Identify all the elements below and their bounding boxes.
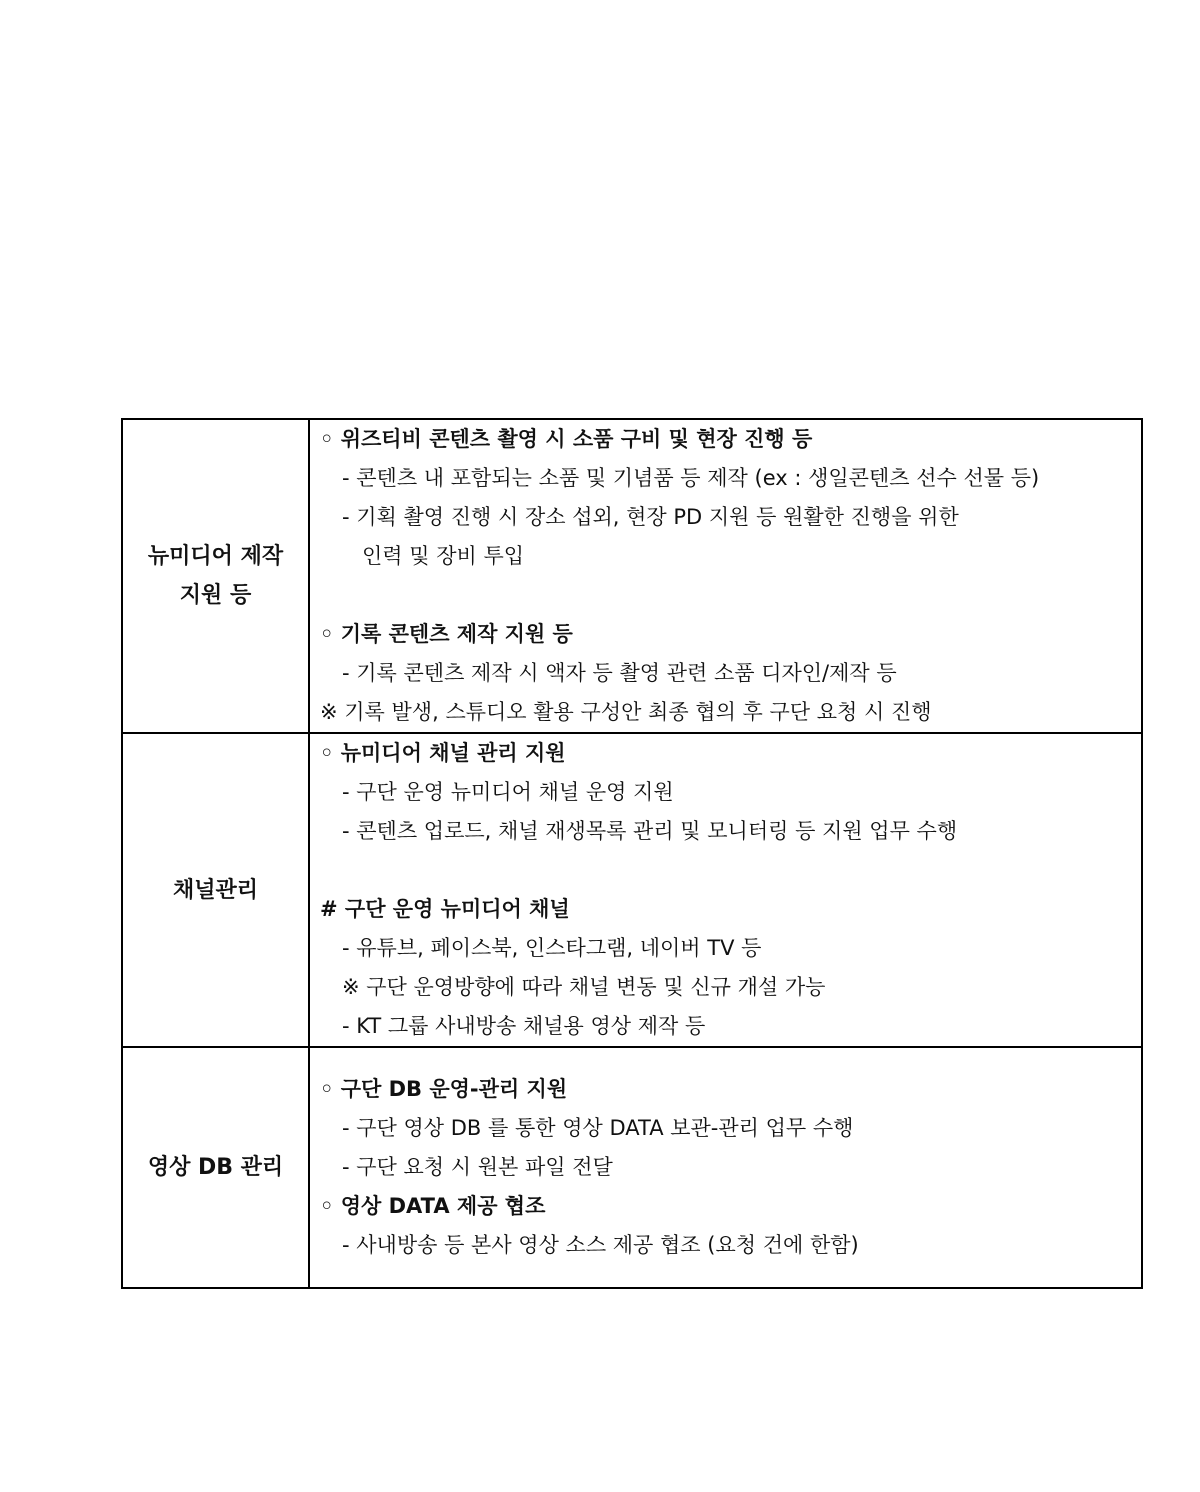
row-label: 영상 DB 관리 [147,1155,284,1180]
list-item: - 콘텐츠 내 포함되는 소품 및 기념품 등 제작 (ex : 생일콘텐츠 선수 선물 등) [342,466,1040,490]
spacer [310,576,1141,615]
row-label-cell [122,419,309,733]
spacer [310,851,1141,890]
table-row [122,733,1142,1047]
list-item: - 구단 요청 시 원본 파일 전달 [342,1155,613,1179]
list-item: - 구단 영상 DB 를 통한 영상 DATA 보관-관리 업무 수행 [342,1116,854,1140]
section-heading: ◦ 구단 DB 운영-관리 지원 [320,1077,568,1101]
table-row [122,419,1142,733]
row-label: 지원 등 [179,583,252,608]
row-label-cell [122,733,309,1047]
section-heading: # 구단 운영 뉴미디어 채널 [320,897,570,921]
section-heading: ◦ 영상 DATA 제공 협조 [320,1194,546,1218]
list-item: - 유튜브, 페이스북, 인스타그램, 네이버 TV 등 [342,936,762,960]
list-item-continuation: 인력 및 장비 투입 [362,544,525,568]
section-heading: ◦ 위즈티비 콘텐츠 촬영 시 소품 구비 및 현장 진행 등 [320,427,813,451]
section-heading: ◦ 기록 콘텐츠 제작 지원 등 [320,622,573,646]
note-text: ※ 기록 발생, 스튜디오 활용 구성안 최종 협의 후 구단 요청 시 진행 [320,700,932,724]
note-text: ※ 구단 운영방향에 따라 채널 변동 및 신규 개설 가능 [342,975,826,999]
row-label: 뉴미디어 제작 [147,544,284,569]
row-label-cell [122,1047,309,1288]
list-item: - 구단 운영 뉴미디어 채널 운영 지원 [342,780,674,804]
spacer [310,1048,1141,1070]
spacer [310,1265,1141,1287]
row-content-cell [309,733,1142,1047]
row-label: 채널관리 [172,877,258,903]
list-item: - 사내방송 등 본사 영상 소스 제공 협조 (요청 건에 한함) [342,1233,859,1257]
section-heading: ◦ 뉴미디어 채널 관리 지원 [320,741,566,765]
list-item: - 기획 촬영 진행 시 장소 섭외, 현장 PD 지원 등 원활한 진행을 위한 [342,505,959,529]
list-item: - 기록 콘텐츠 제작 시 액자 등 촬영 관련 소품 디자인/제작 등 [342,661,897,685]
list-item: - 콘텐츠 업로드, 채널 재생목록 관리 및 모니터링 등 지원 업무 수행 [342,819,958,843]
list-item: - KT 그룹 사내방송 채널용 영상 제작 등 [342,1014,706,1038]
table-row [122,1047,1142,1288]
row-content-cell [309,1047,1142,1288]
row-content-cell [309,419,1142,733]
service-scope-table [121,418,1143,1289]
